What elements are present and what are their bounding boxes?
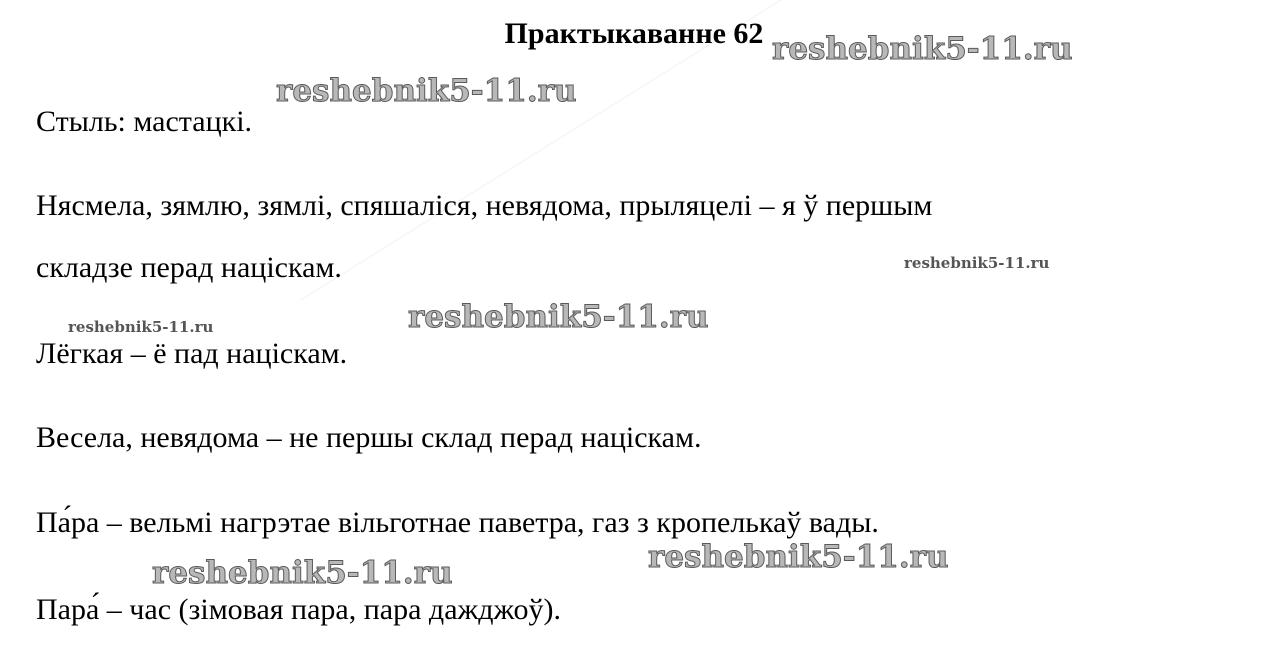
watermark: reshebnik5-11.ru — [152, 555, 453, 591]
watermark: reshebnik5-11.ru — [408, 299, 709, 335]
style-line: Стыль: мастацкі. — [36, 105, 253, 138]
watermark-small: reshebnik5-11.ru — [904, 254, 1050, 272]
exercise-title: Практыкаванне 62 — [504, 17, 764, 50]
watermark-small: reshebnik5-11.ru — [68, 318, 214, 336]
watermark: reshebnik5-11.ru — [276, 73, 577, 109]
watermark: reshebnik5-11.ru — [648, 539, 949, 575]
ya-words-continuation: складзе перад націскам. — [36, 251, 342, 284]
yo-word-line: Лёгкая – ё пад націскам. — [36, 337, 348, 370]
e-words-line: Весела, невядома – не першы склад перад націскам. — [36, 421, 702, 454]
para-meaning-1: Па́ра – вельмі нагрэтае вільготнае паветра, газ з кропелькаў вады. — [36, 506, 879, 539]
ya-words-line: Нясмела, зямлю, зямлі, спяшаліся, невядома, прыляцелі – я ў першым — [36, 189, 933, 222]
watermark: reshebnik5-11.ru — [772, 31, 1073, 67]
para-meaning-2: Пара́ – час (зімовая пара, пара дажджоў). — [36, 593, 561, 626]
